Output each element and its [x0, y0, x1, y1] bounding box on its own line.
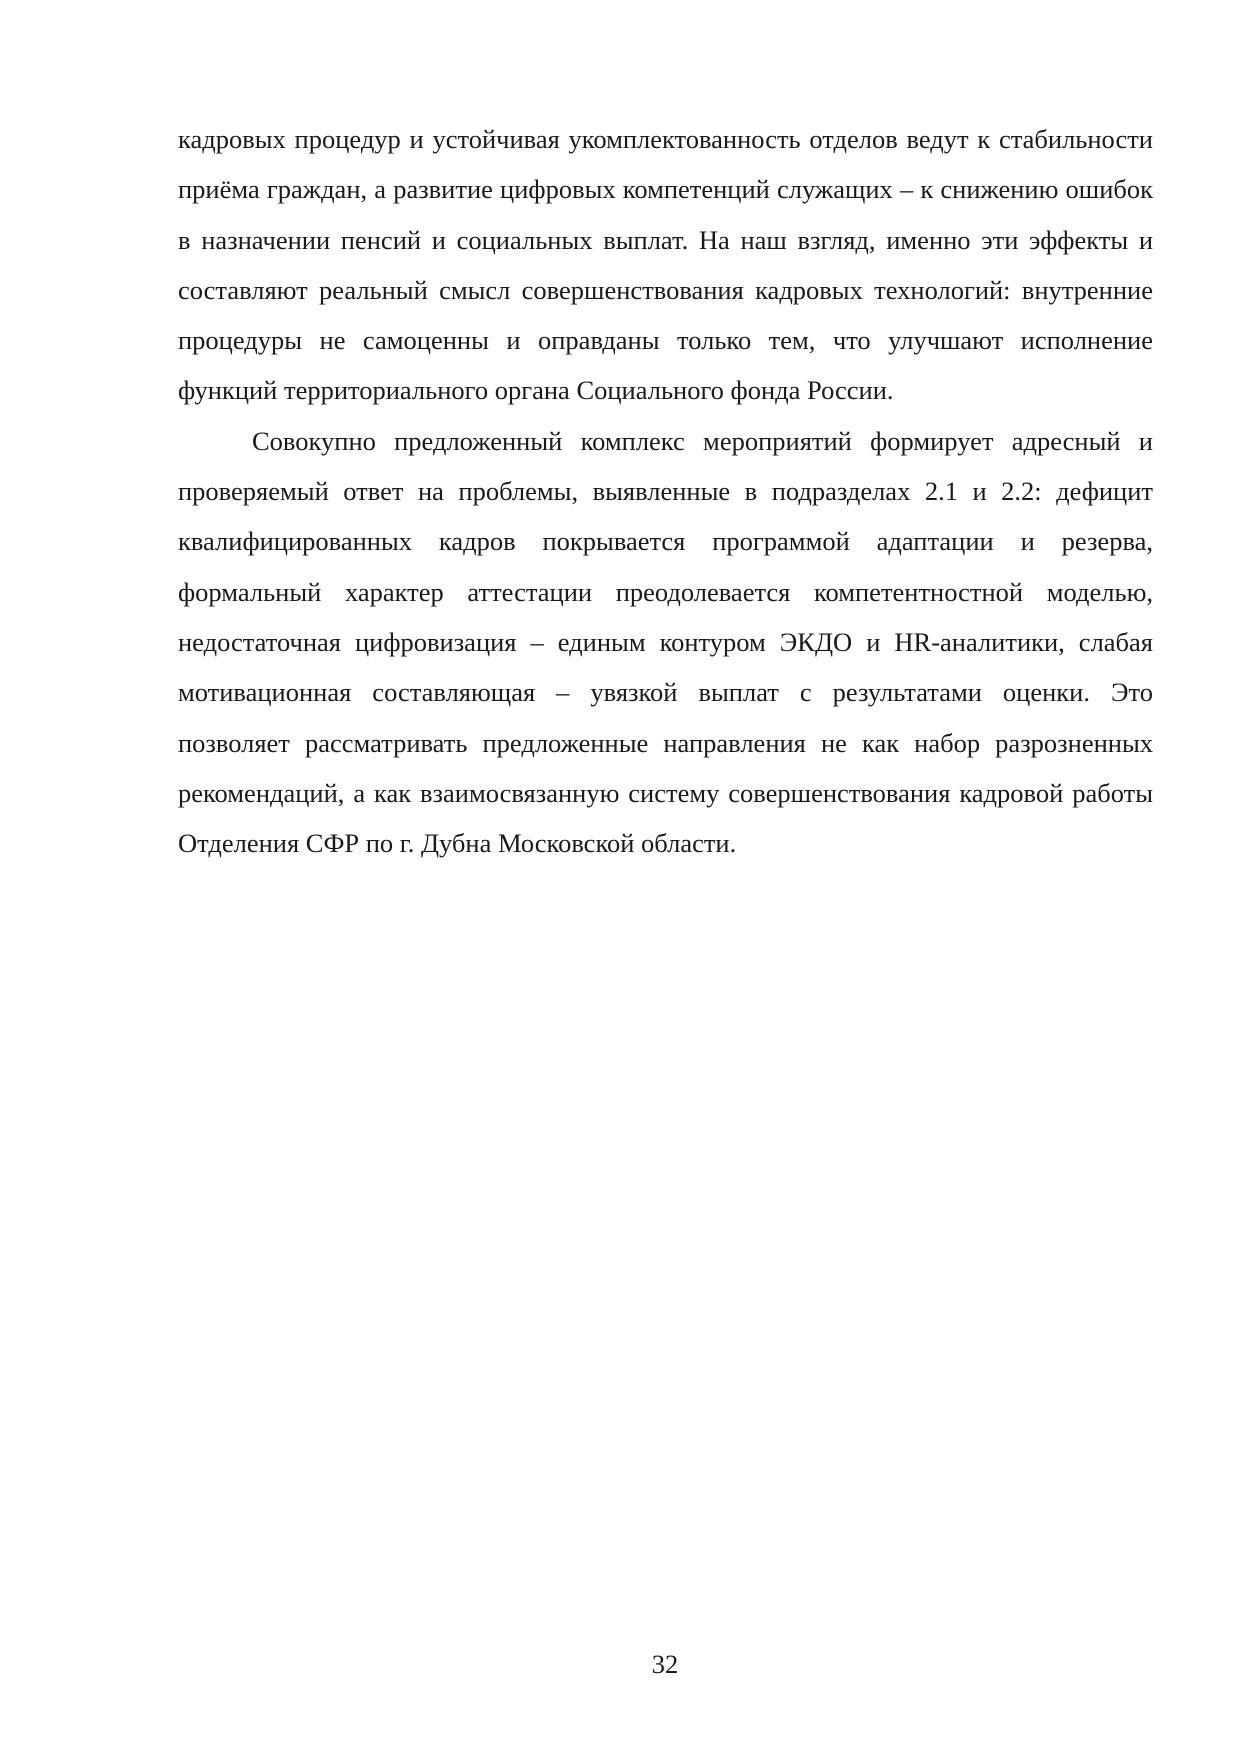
page-number: 32 — [651, 1649, 679, 1679]
paragraph-summary: Совокупно предложенный комплекс мероприятий формирует адресный и проверяемый ответ на проблемы, выявленные в подразделах 2.1 и 2.2: дефицит квалифицированных кадров покрывается программой адаптации и резерва, формальный характер аттестации преодолевается компетентностной моделью, недостаточная цифровизация – единым контуром ЭКДО и HR-аналитики, слабая мотивационная составляющая – увязкой выплат с результатами оценки. Это позволяет рассматривать предложенные направления не как набор разрозненных рекомендаций, а как взаимосвязанную систему совершенствования кадровой работы Отделения СФР по г. Дубна Московской области. — [178, 425, 1153, 859]
document-body — [178, 114, 1153, 868]
paragraph-continuation: кадровых процедур и устойчивая укомплектованность отделов ведут к стабильности приёма граждан, а развитие цифровых компетенций служащих – к снижению ошибок в назначении пенсий и социальных выплат. На наш взгляд, именно эти эффекты и составляют реальный смысл совершенствования кадровых технологий: внутренние процедуры не самоценны и оправданы только тем, что улучшают исполнение функций территориального органа Социального фонда России. — [178, 124, 1153, 406]
